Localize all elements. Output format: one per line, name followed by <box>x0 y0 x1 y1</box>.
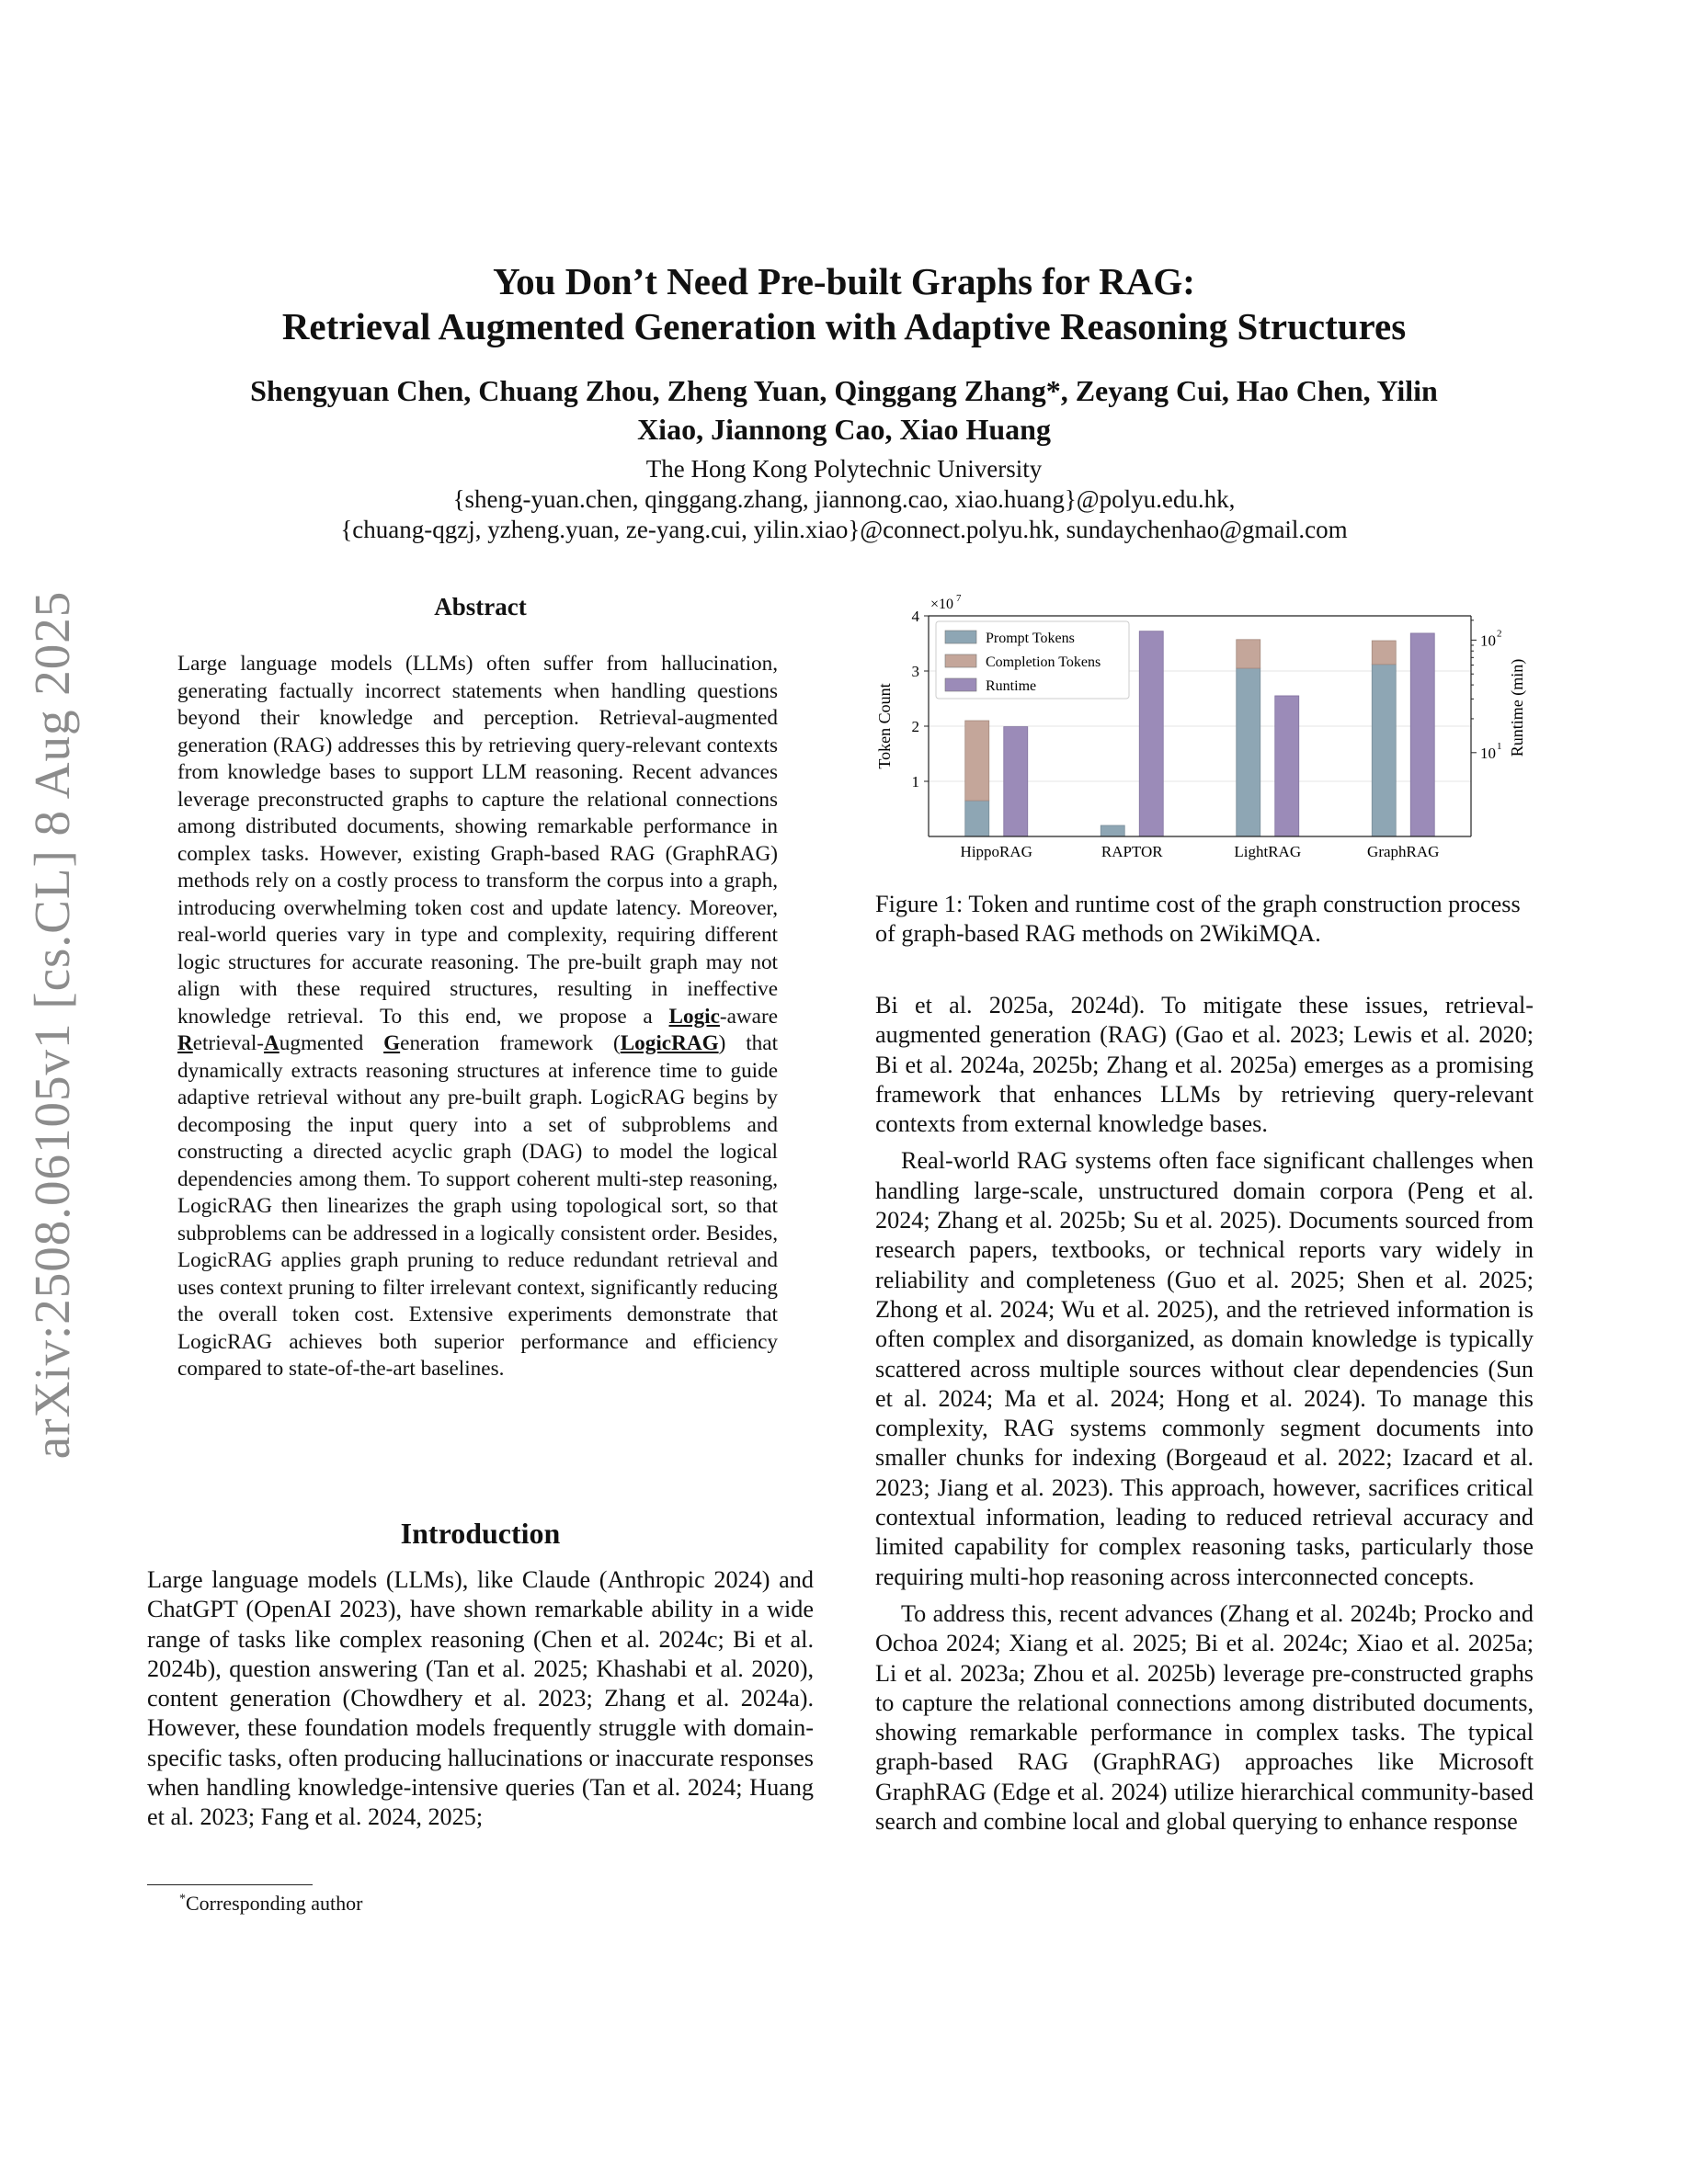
abstract-text <box>177 651 778 1383</box>
authors <box>156 371 1532 449</box>
figure-1-chart <box>864 588 1545 864</box>
legend-label: Runtime <box>986 678 1037 694</box>
footnote-mark: * <box>179 1892 186 1906</box>
y-axis-label: Token Count <box>875 683 894 769</box>
x-tick-label: LightRAG <box>1234 843 1302 860</box>
bar-runtime <box>1410 633 1434 836</box>
footnote-rule <box>147 1884 313 1885</box>
authors-line-1: Shengyuan Chen, Chuang Zhou, Zheng Yuan, Qinggang Zhang*, Zeyang Cui, Hao Chen, Yilin <box>250 374 1438 407</box>
bar-prompt-tokens <box>1237 668 1260 836</box>
abstract-heading: Abstract <box>434 593 527 620</box>
abstract-bold-r: R <box>177 1031 193 1055</box>
abstract-part-2: ) that dynamically extracts reasoning structures at inference time to guide adaptive retrieval without any pre-built graph. LogicRAG begins by decomposing the input query into a set of subproblems and constructing a directed acyclic graph (DAG) to model the logical dependencies among them. To support coherent multi-step reasoning, LogicRAG then linearizes the graph using topological sort, so that subproblems can be addressed in a logically consistent order. Besides, LogicRAG applies graph pruning to reduce redundant retrieval and uses context pruning to filter irrelevant context, significantly reducing the overall token cost. Extensive experiments demonstrate that LogicRAG achieves both superior performance and efficiency compared to state-of-the-art baselines. <box>177 1031 779 1381</box>
right-paragraph-3: To address this, recent advances (Zhang et al. 2024b; Procko and Ochoa 2024; Xiang et al. 2025; Bi et al. 2024c; Xiao et al. 2025a; Li et al. 2023a; Zhou et al. 2025b) leverage pre-constructed graphs to capture the relational connections among distributed documents, showing remarkable performance in complex tasks. The typical graph-based RAG (GraphRAG) approaches like Microsoft GraphRAG (Edge et al. 2024) utilize hierarchical community-based search and combine local and global querying to enhance response <box>875 1599 1534 1836</box>
abstract-t3: ugmented <box>279 1031 384 1055</box>
abstract-t1: -aware <box>719 1004 778 1029</box>
right-paragraph-2: Real-world RAG systems often face significant challenges when handling large-scale, unstructured domain corpora (Peng et al. 2024; Zhang et al. 2025b; Su et al. 2025). Documents sourced from research papers, textbooks, or technical reports vary widely in reliability and completeness (Guo et al. 2025; Shen et al. 2025; Zhong et al. 2024; Wu et al. 2025), and the retrieved information is often complex and disorganized, as domain knowledge is typically scattered across multiple sources without clear dependencies (Sun et al. 2024; Ma et al. 2024; Hong et al. 2024). To manage this complexity, RAG systems commonly segment documents into smaller chunks for indexing (Borgeaud et al. 2022; Izacard et al. 2023; Jiang et al. 2023). This approach, however, sacrifices critical contextual information, leading to reduced retrieval accuracy and limited capability for complex reasoning tasks, particularly those requiring multi-hop reasoning across interconnected concepts. <box>875 1147 1534 1590</box>
legend-swatch <box>945 631 976 643</box>
abstract-t4: eneration framework ( <box>400 1031 621 1055</box>
abstract-bold-logic: Logic <box>668 1004 720 1029</box>
title-line-2: Retrieval Augmented Generation with Adaptive Reasoning Structures <box>281 305 1407 347</box>
emails-line-1: {sheng-yuan.chen, qinggang.zhang, jiannong.cao, xiao.huang}@polyu.edu.hk, <box>452 485 1236 513</box>
y-right-tick-exponent: 1 <box>1497 740 1502 752</box>
title-line-1: You Don’t Need Pre-built Graphs for RAG: <box>493 260 1195 302</box>
paper-title <box>0 259 1688 349</box>
bar-runtime <box>1004 727 1028 836</box>
abstract-bold-a: A <box>264 1031 279 1055</box>
y-tick-label: 4 <box>911 608 919 625</box>
y-multiplier-exponent: 7 <box>956 593 962 604</box>
figure-1-caption: Figure 1: Token and runtime cost of the graph construction process of graph-based RAG methods on 2WikiMQA. <box>875 891 1521 948</box>
abstract-bold-g: G <box>383 1031 401 1055</box>
bar-runtime <box>1139 631 1163 836</box>
x-tick-label: GraphRAG <box>1367 843 1440 860</box>
bar-completion-tokens <box>965 721 989 801</box>
intro-paragraph-1: Large language models (LLMs), like Claude (Anthropic 2024) and ChatGPT (OpenAI 2023), have shown remarkable ability in a wide range of tasks like complex reasoning (Chen et al. 2024c; Bi et al. 2024b), question answering (Tan et al. 2025; Khashabi et al. 2020), content generation (Chowdhery et al. 2023; Zhang et al. 2024a). However, these foundation models frequently struggle with domain-specific tasks, often producing hallucinations or inaccurate responses when handling knowledge-intensive queries (Tan et al. 2024; Huang et al. 2023; Fang et al. 2024, 2025; <box>147 1566 814 1831</box>
y-right-tick-label: 10 <box>1480 631 1496 650</box>
bar-prompt-tokens <box>1372 665 1396 836</box>
legend-swatch <box>945 654 976 667</box>
affiliation: The Hong Kong Polytechnic University <box>645 455 1043 483</box>
y-right-tick-label: 10 <box>1480 744 1496 762</box>
right-column-body <box>875 991 1534 1837</box>
affiliation-block <box>0 454 1688 545</box>
legend-swatch <box>945 678 976 691</box>
emails-line-2: {chuang-qgzj, yzheng.yuan, ze-yang.cui, yilin.xiao}@connect.polyu.hk, sundaychenhao@gmail.com <box>340 516 1348 543</box>
y-axis-right-label: Runtime (min) <box>1508 658 1526 757</box>
footnote <box>179 1892 362 1916</box>
introduction-heading: Introduction <box>400 1517 561 1550</box>
legend-label: Completion Tokens <box>986 654 1101 670</box>
authors-line-2: Xiao, Jiannong Cao, Xiao Huang <box>637 413 1051 446</box>
bar-prompt-tokens <box>965 801 989 836</box>
bar-runtime <box>1275 696 1299 836</box>
y-tick-label: 2 <box>911 718 919 735</box>
footnote-text: Corresponding author <box>186 1892 363 1915</box>
bar-completion-tokens <box>1237 640 1260 668</box>
abstract-t2: etrieval- <box>192 1031 264 1055</box>
x-tick-label: RAPTOR <box>1101 843 1163 860</box>
abstract-part-1: Large language models (LLMs) often suffer from hallucination, generating factually incorrect statements when handling questions beyond their knowledge and perception. Retrieval-augmented generation (RAG) addresses this by retrieving query-relevant contexts from knowledge bases to support LLM reasoning. Recent advances leverage preconstructed graphs to capture the relational connections among distributed documents, showing remarkable performance in complex tasks. However, existing Graph-based RAG (GraphRAG) methods rely on a costly process to transform the corpus into a graph, introducing overwhelming token cost and update latency. Moreover, real-world queries vary in type and complexity, requiring different logic structures for accurate reasoning. The pre-built graph may not align with these required structures, resulting in ineffective knowledge retrieval. To this end, we propose a <box>177 652 778 1029</box>
y-tick-label: 1 <box>911 773 919 791</box>
abstract-bold-logicrag: LogicRAG <box>620 1031 719 1055</box>
x-tick-label: HippoRAG <box>960 843 1032 860</box>
legend-label: Prompt Tokens <box>986 631 1075 646</box>
bar-prompt-tokens <box>1101 825 1124 836</box>
bar-completion-tokens <box>1372 641 1396 665</box>
introduction-body <box>147 1565 814 1833</box>
chart-plot-area <box>875 593 1527 860</box>
y-multiplier: ×10 <box>930 597 954 612</box>
right-paragraph-1: Bi et al. 2025a, 2024d). To mitigate these issues, retrieval-augmented generation (RAG) (Gao et al. 2023; Lewis et al. 2020; Bi et al. 2024a, 2025b; Zhang et al. 2025a) emerges as a promising framework that enhances LLMs by retrieving query-relevant contexts from external knowledge bases. <box>875 992 1534 1138</box>
y-right-tick-exponent: 2 <box>1497 628 1502 640</box>
arxiv-stamp: arXiv:2508.06105v1 [cs.CL] 8 Aug 2025 <box>24 590 80 1460</box>
y-tick-label: 3 <box>911 663 919 680</box>
